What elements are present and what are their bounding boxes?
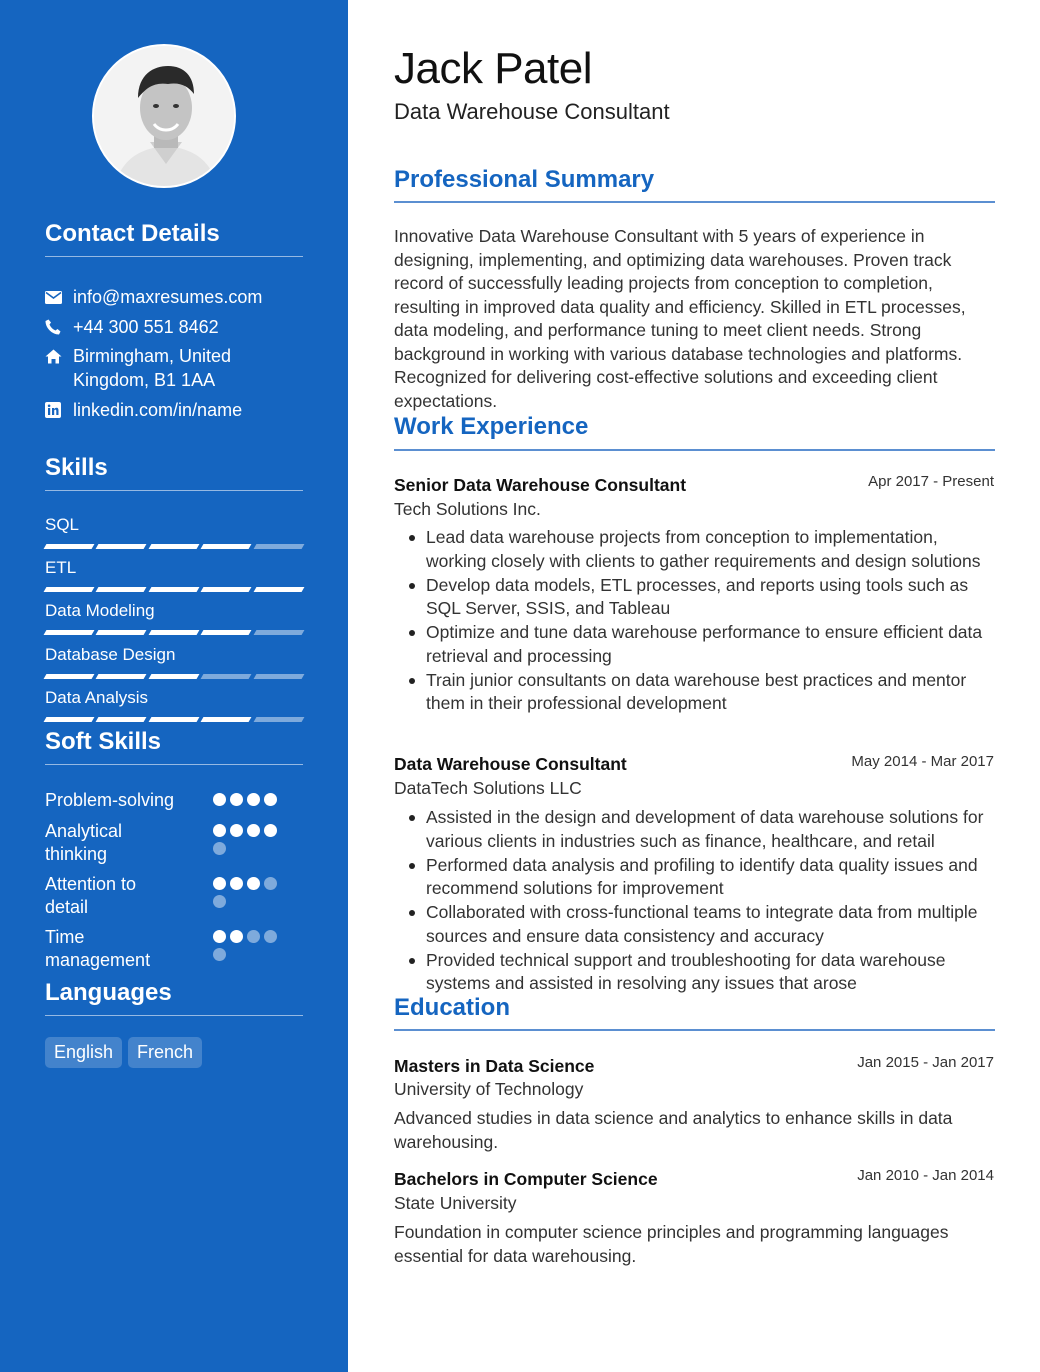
contact-email [45, 285, 305, 309]
education-description: Advanced studies in data science and analytics to enhance skills in data warehousing. [394, 1108, 953, 1152]
skill-level-segment [96, 717, 147, 722]
job-company: DataTech Solutions LLC [394, 778, 582, 798]
soft-skills-section-title: Soft Skills [45, 728, 162, 755]
skill-level-segment [44, 630, 95, 635]
linkedin-icon [45, 398, 73, 422]
list-item: Train junior consultants on data warehouse best practices and mentor them in their professional development [394, 669, 994, 716]
skill-level-segment [96, 587, 147, 592]
skill-level-segment [44, 674, 95, 679]
skill-level-segment [201, 544, 252, 549]
education-divider [394, 1029, 995, 1031]
skill-level-segment [96, 630, 147, 635]
skill-level-segment [201, 587, 252, 592]
skill-level-bar [45, 630, 303, 636]
skill-level-segment [96, 674, 147, 679]
rating-dot [230, 877, 243, 890]
skill-level-segment [148, 717, 199, 722]
rating-dot [213, 930, 226, 943]
job-title: Senior Data Warehouse Consultant [394, 475, 687, 495]
soft-skill-name: Attention to detail [45, 874, 137, 917]
phone-icon [45, 315, 73, 339]
skills-divider [45, 490, 303, 491]
skill-level-segment [148, 630, 199, 635]
rating-dot [247, 877, 260, 890]
languages-section-title: Languages [45, 979, 172, 1006]
contact-section-title: Contact Details [45, 220, 220, 247]
soft-skills-divider [45, 764, 303, 765]
skill-level-segment [253, 717, 304, 722]
rating-dot [213, 895, 226, 908]
skill-level-segment [253, 544, 304, 549]
skill-level-segment [253, 630, 304, 635]
candidate-role: Data Warehouse Consultant [394, 99, 670, 124]
soft-skill-rating [213, 793, 293, 806]
skill-level-segment [201, 717, 252, 722]
skill-level-segment [253, 587, 304, 592]
skill-level-segment [148, 544, 199, 549]
job-dates: May 2014 - Mar 2017 [851, 753, 994, 770]
skill-level-segment [253, 674, 304, 679]
skill-level-segment [44, 717, 95, 722]
skill-level-segment [148, 587, 199, 592]
school-name: University of Technology [394, 1079, 584, 1099]
soft-skill-name: Analytical thinking [45, 821, 123, 864]
experience-section-title: Work Experience [394, 413, 589, 440]
rating-dot [230, 793, 243, 806]
summary-section-title: Professional Summary [394, 166, 655, 193]
rating-dot [264, 824, 277, 837]
soft-skill-rating [213, 877, 293, 908]
summary-divider [394, 201, 995, 203]
profile-photo [92, 44, 236, 188]
rating-dot [247, 930, 260, 943]
skill-level-segment [96, 544, 147, 549]
soft-skill-rating [213, 824, 293, 855]
envelope-icon [45, 285, 73, 309]
rating-dot [213, 842, 226, 855]
rating-dot [230, 824, 243, 837]
person-portrait-icon [94, 46, 236, 188]
skill-level-bar [45, 674, 303, 680]
skill-name: SQL [45, 515, 80, 534]
rating-dot [213, 948, 226, 961]
job-dates: Apr 2017 - Present [868, 473, 994, 490]
languages-list [45, 1037, 202, 1068]
skill-level-bar [45, 544, 303, 550]
skills-section-title: Skills [45, 454, 108, 481]
summary-text: Innovative Data Warehouse Consultant with 5 years of experience in designing, implementing, and optimizing data warehouses. Proven track record of successfully leading projects from conception to completion, resulting in improved data quality and efficiency. Skilled in ETL processes, data modeling, and performance tuning to meet client needs. Strong background in working with various database technologies and platforms. Recognized for delivering cost-effective solutions and exceeding client expectations. [394, 226, 966, 411]
soft-skill-rating [213, 930, 293, 961]
skill-name: Database Design [45, 645, 176, 664]
list-item: Develop data models, ETL processes, and reports using tools such as SQL Server, SSIS, and Tableau [394, 574, 994, 621]
contact-phone [45, 315, 305, 339]
rating-dot [247, 793, 260, 806]
degree-title: Bachelors in Computer Science [394, 1169, 658, 1189]
contact-linkedin [45, 398, 305, 422]
list-item: Optimize and tune data warehouse performance to ensure efficient data retrieval and processing [394, 621, 994, 668]
soft-skill-name: Time management [45, 927, 151, 970]
rating-dot [213, 793, 226, 806]
email-text[interactable]: info@maxresumes.com [73, 287, 263, 307]
rating-dot [213, 824, 226, 837]
education-dates: Jan 2010 - Jan 2014 [857, 1167, 994, 1184]
home-icon [45, 344, 73, 368]
rating-dot [264, 877, 277, 890]
contact-divider [45, 256, 303, 257]
rating-dot [247, 824, 260, 837]
skill-level-segment [44, 544, 95, 549]
skill-level-segment [44, 587, 95, 592]
contact-address [45, 344, 305, 392]
education-description: Foundation in computer science principles and programming languages essential for data warehousing. [394, 1222, 949, 1266]
skill-level-segment [148, 674, 199, 679]
job-company: Tech Solutions Inc. [394, 499, 541, 519]
skill-name: Data Modeling [45, 601, 155, 620]
list-item: Provided technical support and troubleshooting for data warehouse systems and assisted in resolving any issues that arose [394, 949, 994, 996]
rating-dot [264, 930, 277, 943]
job-title: Data Warehouse Consultant [394, 754, 627, 774]
phone-text[interactable]: +44 300 551 8462 [73, 317, 219, 337]
rating-dot [264, 793, 277, 806]
list-item: Performed data analysis and profiling to identify data quality issues and recommend solutions for improvement [394, 854, 994, 901]
soft-skill-name: Problem-solving [45, 790, 175, 810]
rating-dot [230, 930, 243, 943]
list-item: Lead data warehouse projects from conception to implementation, working closely with clients to gather requirements and design solutions [394, 526, 994, 573]
list-item: Assisted in the design and development of data warehouse solutions for various clients in industries such as finance, healthcare, and retail [394, 806, 994, 853]
skill-level-bar [45, 587, 303, 593]
languages-divider [45, 1015, 303, 1016]
education-section-title: Education [394, 994, 511, 1021]
degree-title: Masters in Data Science [394, 1056, 595, 1076]
language-tag: French [128, 1037, 202, 1068]
address-text: Birmingham, United Kingdom, B1 1AA [73, 346, 232, 390]
experience-divider [394, 449, 995, 451]
skill-name: Data Analysis [45, 688, 148, 707]
list-item: Collaborated with cross-functional teams to integrate data from multiple sources and ensure data consistency and accuracy [394, 901, 994, 948]
skill-level-segment [201, 630, 252, 635]
sidebar [0, 0, 348, 1372]
candidate-name: Jack Patel [394, 44, 592, 93]
rating-dot [213, 877, 226, 890]
job-bullets [394, 526, 994, 716]
language-tag: English [45, 1037, 122, 1068]
skill-level-bar [45, 717, 303, 723]
education-dates: Jan 2015 - Jan 2017 [857, 1054, 994, 1071]
skill-name: ETL [45, 558, 77, 577]
skill-level-segment [201, 674, 252, 679]
linkedin-text[interactable]: linkedin.com/in/name [73, 400, 243, 420]
job-bullets [394, 806, 994, 996]
school-name: State University [394, 1193, 517, 1213]
